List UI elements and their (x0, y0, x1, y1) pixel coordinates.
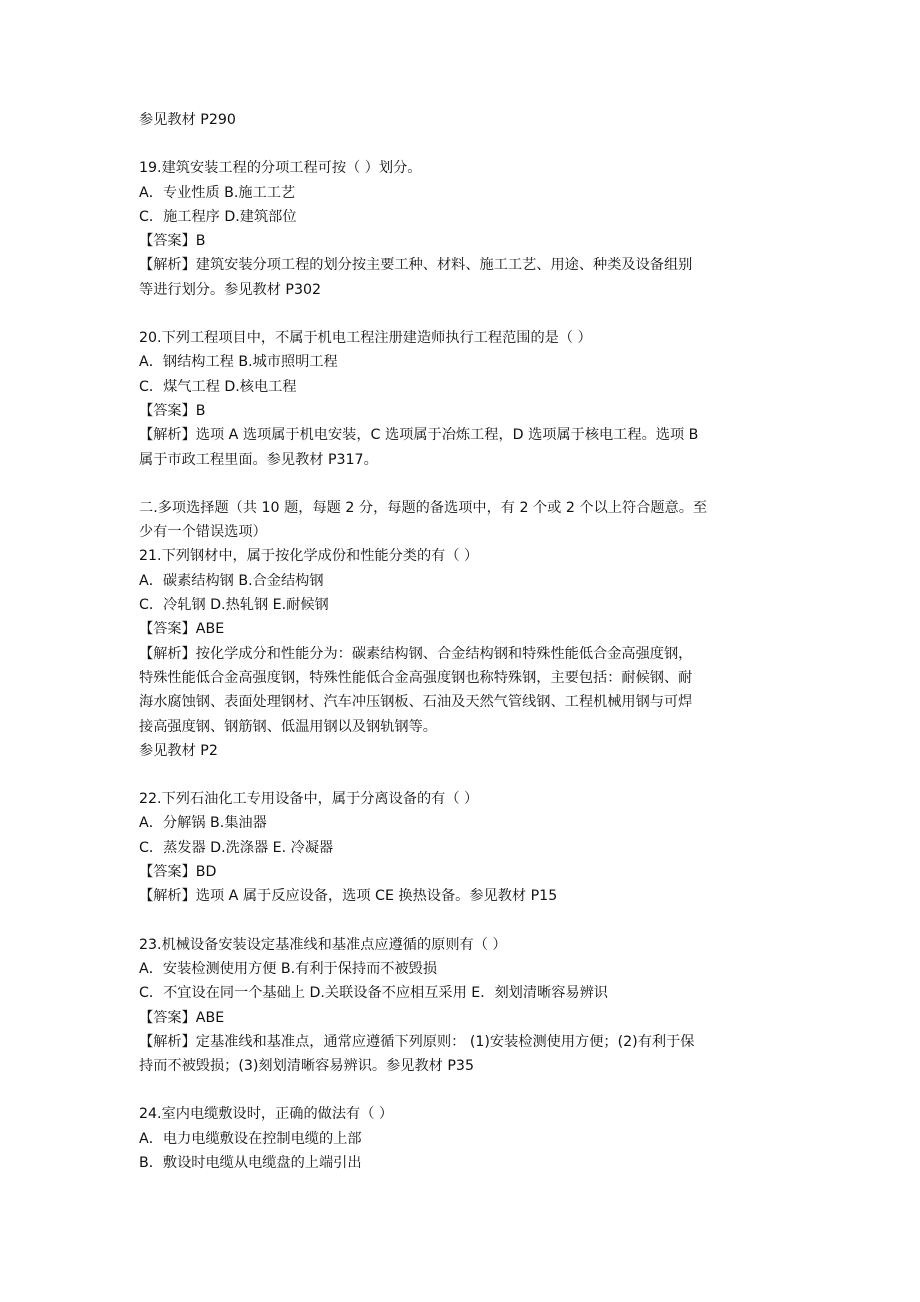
answer-line: 【答案】BD (139, 864, 217, 881)
option-line: A．专业性质 B.施工工艺 (139, 184, 296, 201)
option-line: C．不宜设在同一个基础上 D.关联设备不应相互采用 E．刻划清晰容易辨识 (139, 985, 608, 1002)
explanation-line: 【解析】按化学成分和性能分为：碳素结构钢、合金结构钢和特殊性能低合金高强度钢， (139, 645, 693, 662)
blank-line (139, 472, 789, 496)
explanation-line: 等进行划分。参见教材 P302 (139, 281, 322, 298)
option-line: A．电力电缆敷设在控制电缆的上部 (139, 1130, 362, 1147)
answer-line: 【答案】B (139, 402, 206, 419)
answer-line: 【答案】B (139, 233, 206, 250)
question-22: 22.下列石油化工专用设备中，属于分离设备的有（ ） (139, 791, 479, 808)
explanation-line: 【解析】选项 A 属于反应设备，选项 CE 换热设备。参见教材 P15 (139, 888, 558, 905)
text-line: 参见教材 P2 (139, 742, 218, 759)
option-line: A．碳素结构钢 B.合金结构钢 (139, 572, 324, 589)
blank-line (139, 763, 789, 787)
option-line: C．施工程序 D.建筑部位 (139, 208, 297, 225)
document-page (139, 108, 789, 1175)
question-19: 19.建筑安装工程的分项工程可按（ ）划分。 (139, 160, 422, 177)
option-line: C．冷轧钢 D.热轧钢 E.耐候钢 (139, 597, 329, 614)
explanation-line: 【解析】选项 A 选项属于机电安装，C 选项属于冶炼工程，D 选项属于核电工程。选项 B (139, 427, 699, 444)
option-line: B．敷设时电缆从电缆盘的上端引出 (139, 1154, 362, 1171)
explanation-line: 【解析】建筑安装分项工程的划分按主要工种、材料、施工工艺、用途、种类及设备组别 (139, 257, 693, 274)
question-21: 21.下列钢材中，属于按化学成份和性能分类的有（ ） (139, 548, 479, 565)
option-line: A．钢结构工程 B.城市照明工程 (139, 354, 338, 371)
blank-line (139, 1078, 789, 1102)
explanation-line: 特殊性能低合金高强度钢，特殊性能低合金高强度钢也称特殊钢，主要包括：耐候钢、耐 (139, 669, 693, 686)
section-heading: 少有一个错误选项） (139, 524, 267, 541)
explanation-line: 【解析】定基准线和基准点，通常应遵循下列原则： (1)安装检测使用方便；(2)有利于保 (139, 1033, 695, 1050)
option-line: A．分解锅 B.集油器 (139, 815, 267, 832)
option-line: A．安装检测使用方便 B.有利于保持而不被毁损 (139, 960, 438, 977)
question-23: 23.机械设备安装设定基准线和基准点应遵循的原则有（ ） (139, 936, 507, 953)
explanation-line: 属于市政工程里面。参见教材 P317。 (139, 451, 378, 468)
answer-line: 【答案】ABE (139, 621, 225, 638)
option-line: C．蒸发器 D.洗涤器 E. 冷凝器 (139, 839, 334, 856)
text-line: 参见教材 P290 (139, 112, 236, 128)
explanation-line: 持而不被毁损；(3)刻划清晰容易辨识。参见教材 P35 (139, 1058, 474, 1075)
question-24: 24.室内电缆敷设时，正确的做法有（ ） (139, 1106, 394, 1123)
blank-line (139, 132, 789, 156)
question-20: 20.下列工程项目中，不属于机电工程注册建造师执行工程范围的是（ ） (139, 330, 592, 347)
explanation-line: 海水腐蚀钢、表面处理钢材、汽车冲压钢板、石油及天然气管线钢、工程机械用钢与可焊 (139, 694, 693, 711)
explanation-line: 接高强度钢、钢筋钢、低温用钢以及钢轨钢等。 (139, 718, 437, 735)
section-heading: 二.多项选择题（共 10 题，每题 2 分，每题的备选项中，有 2 个或 2 个以上符合题意。至 (139, 499, 708, 516)
blank-line (139, 909, 789, 933)
answer-line: 【答案】ABE (139, 1009, 225, 1026)
option-line: C．煤气工程 D.核电工程 (139, 378, 297, 395)
blank-line (139, 302, 789, 326)
